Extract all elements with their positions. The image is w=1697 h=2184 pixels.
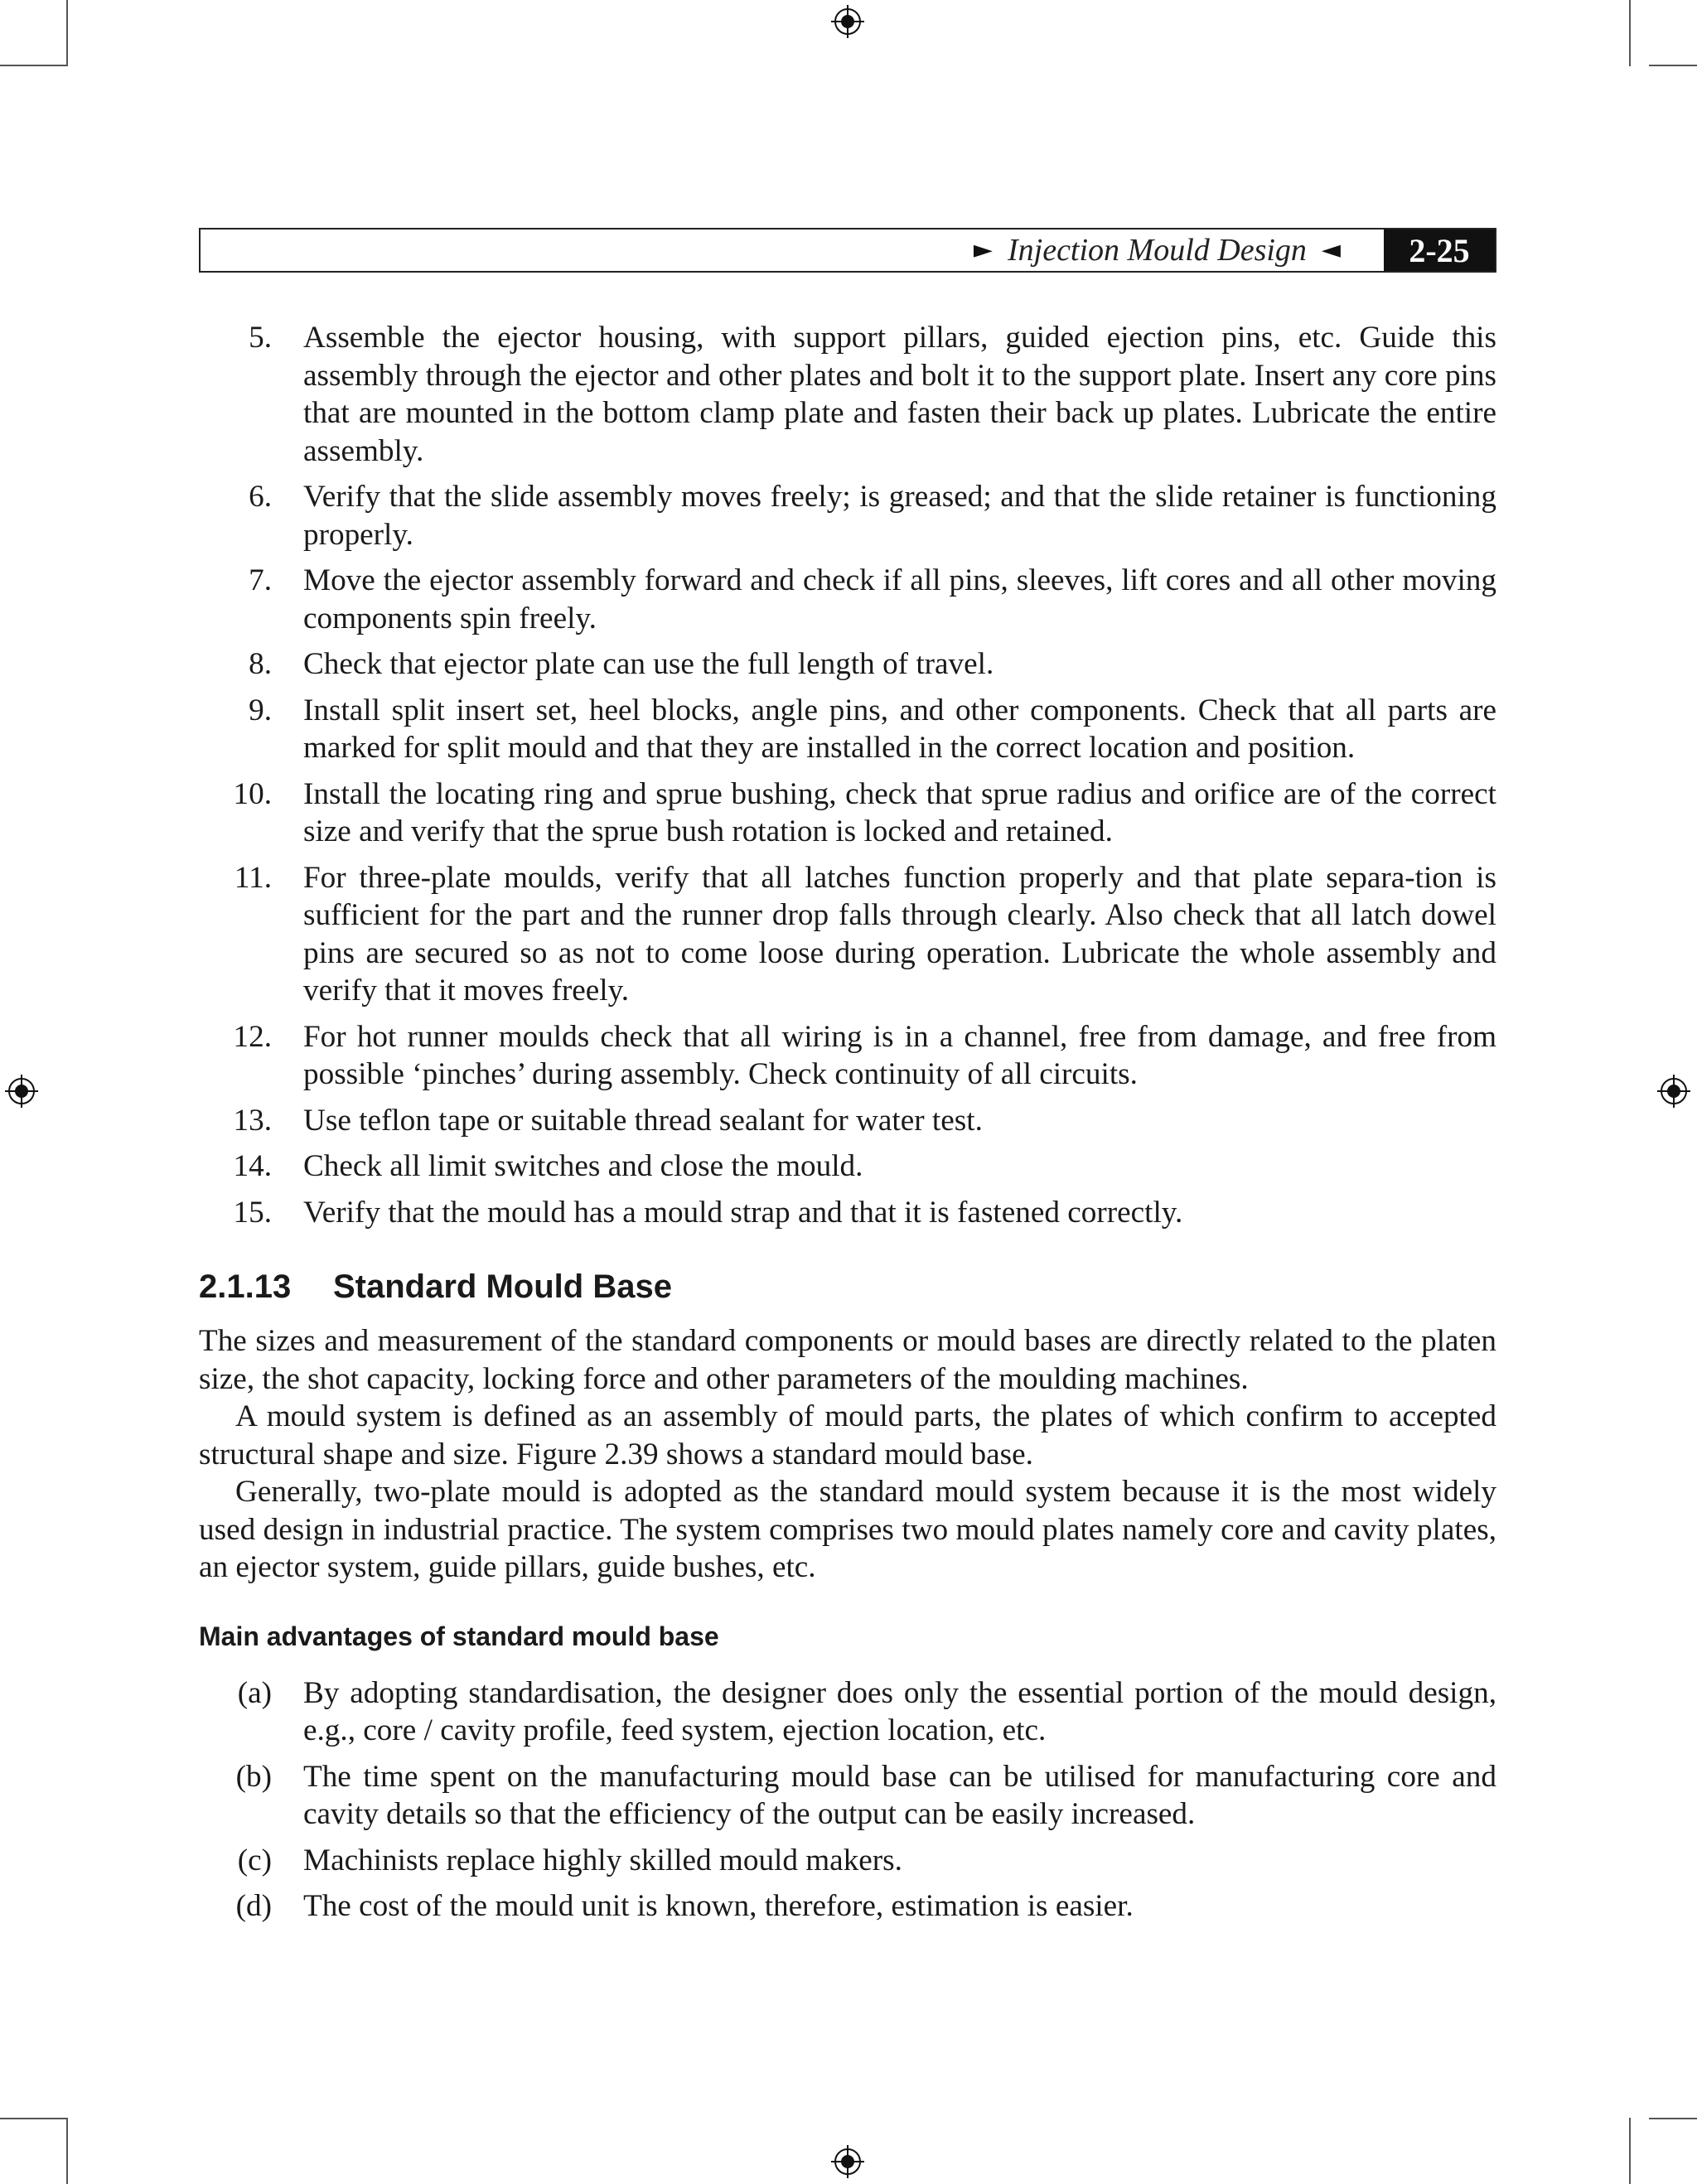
page-number: 2-25: [1384, 230, 1495, 271]
list-label: (a): [237, 1675, 272, 1710]
list-text: The time spent on the manufacturing mould base can be utilised for manufacturing core and cavity details so that the efficiency of the output can be easily increased.: [303, 1759, 1496, 1831]
page-content: [199, 319, 1496, 1934]
list-number: 11.: [234, 860, 272, 895]
list-item: [199, 776, 1496, 851]
list-text: Verify that the mould has a mould strap and that it is fastened correctly.: [303, 1195, 1183, 1230]
crop-mark: [1649, 2118, 1697, 2119]
list-text: Machinists replace highly skilled mould makers.: [303, 1843, 902, 1877]
list-item: [199, 1102, 1496, 1140]
crop-mark: [1629, 0, 1631, 66]
list-number: 6.: [249, 480, 272, 514]
registration-mark-icon: [5, 1075, 38, 1108]
crop-mark: [1629, 2118, 1631, 2184]
list-item: [199, 1887, 1496, 1925]
list-text: Verify that the slide assembly moves freely; is greased; and that the slide retainer is functioning properly.: [303, 480, 1496, 552]
list-number: 10.: [233, 776, 272, 811]
crop-mark: [66, 2118, 68, 2184]
list-text: Move the ejector assembly forward and check if all pins, sleeves, lift cores and all other moving components spin freely.: [303, 563, 1496, 635]
subheading: Main advantages of standard mould base: [199, 1621, 719, 1651]
list-text: Install split insert set, heel blocks, angle pins, and other components. Check that all parts are marked for split mould and that they are installed in the correct location and position.: [303, 693, 1496, 765]
header-title-group: [974, 230, 1341, 271]
list-item: [199, 1674, 1496, 1750]
registration-mark-icon: [1657, 1075, 1690, 1108]
list-number: 14.: [233, 1149, 272, 1183]
list-item: [199, 1194, 1496, 1232]
body-paragraph: Generally, two-plate mould is adopted as the standard mould system because it is the most widely used design in industrial practice. The system comprises two mould plates namely core and cavity plates, an ejector system, guide pillars, guide bushes, etc.: [199, 1475, 1496, 1584]
list-item: [199, 562, 1496, 637]
advantages-list: [199, 1674, 1496, 1925]
header-title: Injection Mould Design: [1007, 233, 1307, 268]
list-text: Use teflon tape or suitable thread sealant for water test.: [303, 1103, 983, 1138]
list-text: By adopting standardisation, the designer does only the essential portion of the mould design, e.g., core / cavity profile, feed system, ejection location, etc.: [303, 1675, 1496, 1747]
list-item: [199, 319, 1496, 470]
list-label: (b): [235, 1759, 272, 1794]
section-title: Standard Mould Base: [333, 1268, 672, 1305]
assembly-steps-list: [199, 319, 1496, 1231]
list-item: [199, 1018, 1496, 1094]
list-item: [199, 859, 1496, 1010]
list-number: 15.: [233, 1195, 272, 1230]
list-text: The cost of the mould unit is known, therefore, estimation is easier.: [303, 1889, 1134, 1923]
list-text: Install the locating ring and sprue bushing, check that sprue radius and orifice are of the correct size and verify that the sprue bush rotation is locked and retained.: [303, 776, 1496, 848]
list-number: 13.: [233, 1103, 272, 1138]
running-header: [199, 228, 1496, 273]
list-text: For hot runner moulds check that all wiring is in a channel, free from damage, and free from possible ‘pinches’ during assembly. Check continuity of all circuits.: [303, 1019, 1496, 1091]
registration-mark-icon: [831, 5, 864, 38]
list-text: Check that ejector plate can use the full length of travel.: [303, 647, 994, 681]
list-label: (c): [237, 1843, 272, 1877]
list-item: [199, 478, 1496, 553]
list-number: 7.: [249, 563, 272, 597]
list-number: 5.: [249, 321, 272, 355]
crop-mark: [66, 0, 68, 66]
list-item: [199, 1758, 1496, 1834]
play-right-icon: ►: [973, 235, 993, 264]
list-text: Check all limit switches and close the mould.: [303, 1149, 863, 1183]
crop-mark: [1649, 65, 1697, 66]
body-paragraph: The sizes and measurement of the standard components or mould bases are directly related to the platen size, the shot capacity, locking force and other parameters of the moulding machines.: [199, 1324, 1496, 1396]
section-heading: [199, 1266, 1496, 1307]
list-item: [199, 692, 1496, 767]
list-number: 8.: [249, 647, 272, 681]
section-number: 2.1.13: [199, 1268, 292, 1305]
list-item: [199, 1148, 1496, 1186]
play-left-icon: ◄: [1321, 235, 1341, 264]
list-text: Assemble the ejector housing, with support pillars, guided ejection pins, etc. Guide this assembly through the ejector and other plates and bolt it to the support plate. Insert any core pins that are mounted in the bottom clamp plate and fasten their back up plates. Lubricate the entire assembly.: [303, 321, 1496, 468]
list-item: [199, 645, 1496, 684]
list-item: [199, 1842, 1496, 1880]
list-text: For three-plate moulds, verify that all latches function properly and that plate separa-tion is sufficient for the part and the runner drop falls through clearly. Also check that all latch dowel pins are secured so as not to come loose during operation. Lubricate the whole assembly and verify that it moves freely.: [303, 860, 1496, 1007]
crop-mark: [0, 2118, 66, 2119]
list-number: 12.: [233, 1019, 272, 1054]
body-paragraph: A mould system is defined as an assembly of mould parts, the plates of which confirm to accepted structural shape and size. Figure 2.39 shows a standard mould base.: [199, 1399, 1496, 1471]
list-number: 9.: [249, 693, 272, 727]
list-label: (d): [235, 1889, 272, 1923]
registration-mark-icon: [831, 2145, 864, 2178]
crop-mark: [0, 65, 66, 66]
